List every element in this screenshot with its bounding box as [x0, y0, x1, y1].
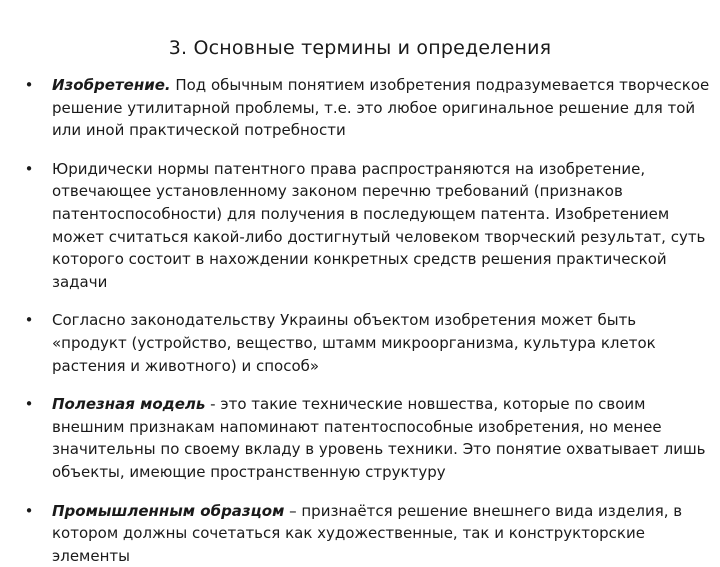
- list-item-utility-model: [22, 393, 712, 483]
- bullet-icon: •: [22, 309, 36, 332]
- bullet-icon: •: [22, 393, 36, 416]
- definition-text: Под обычным понятием изобретения подразумевается творческое решение утилитарной проблемы, т.е. это любое оригинальное решение для той или иной практической потребности: [52, 76, 709, 139]
- list-item-invention: [22, 74, 712, 142]
- term-utility-model: Полезная модель: [52, 395, 205, 413]
- slide-title: 3. Основные термины и определения: [0, 36, 720, 60]
- bullet-icon: •: [22, 500, 36, 523]
- bullet-icon: •: [22, 158, 36, 181]
- term-industrial-design: Промышленным образцом: [52, 502, 284, 520]
- list-item-ukraine-law: [22, 309, 712, 377]
- bullet-icon: •: [22, 74, 36, 97]
- definition-text: Согласно законодательству Украины объектом изобретения может быть «продукт (устройство, вещество, штамм микроорганизма, культура клеток растения и животного) и способ»: [52, 311, 656, 374]
- definition-text: – признаётся решение внешнего вида изделия, в котором должны сочетаться как художественные, так и конструкторские элементы: [52, 502, 682, 565]
- definition-text: Юридически нормы патентного права распространяются на изобретение, отвечающее установленному законом перечню требований (признаков патентоспособности) для получения в последующем патента. Изобретением может считаться какой-либо достигнутый человеком творческий результат, суть которого состоит в нахождении конкретных средств решения практической задачи: [52, 160, 705, 291]
- term-invention: Изобретение.: [52, 76, 171, 94]
- list-item-patent-law: [22, 158, 712, 294]
- definitions-list: [22, 74, 712, 567]
- list-item-industrial-design: [22, 500, 712, 567]
- definition-text: - это такие технические новшества, которые по своим внешним признакам напоминают патентоспособные изобретения, но менее значительны по своему вкладу в уровень техники. Это понятие охватывает лишь объекты, имеющие пространственную структуру: [52, 395, 706, 481]
